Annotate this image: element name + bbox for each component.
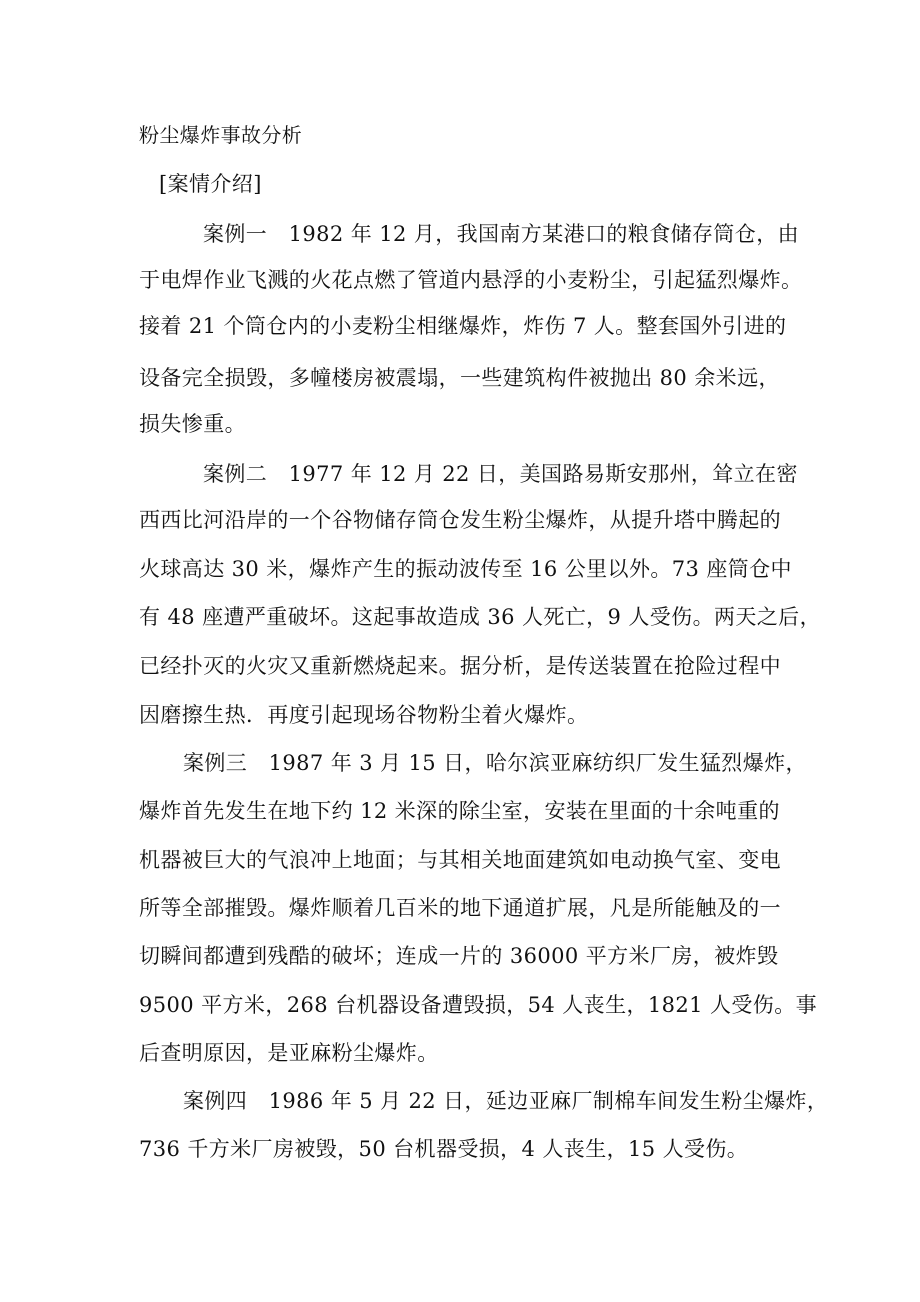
case-3-line-5: 切瞬间都遭到残酷的破坏；连成一片的 36000 平方米厂房，被炸毁 <box>139 944 779 968</box>
case-1-line-4: 设备完全损毁，多幢楼房被震塌，一些建筑构件被抛出 80 余米远， <box>139 366 780 390</box>
case-1-line-3: 接着 21 个筒仓内的小麦粉尘相继爆炸，炸伤 7 人。整套国外引进的 <box>139 314 787 338</box>
case-3-line-6: 9500 平方米，268 台机器设备遭毁损，54 人丧生，1821 人受伤。事 <box>139 993 817 1017</box>
case-1-line-5: 损失惨重。 <box>139 412 246 436</box>
case-3-line-3: 机器被巨大的气浪冲上地面；与其相关地面建筑如电动换气室、变电 <box>139 848 781 872</box>
case-2-line-3: 火球高达 30 米，爆炸产生的振动波传至 16 公里以外。73 座筒仓中 <box>139 557 792 581</box>
case-3-line-2: 爆炸首先发生在地下约 12 米深的除尘室，安装在里面的十余吨重的 <box>139 799 780 823</box>
case-3-line-1: 案例三 1987 年 3 月 15 日，哈尔滨亚麻纺织厂发生猛烈爆炸， <box>183 751 807 775</box>
document-title: 粉尘爆炸事故分析 <box>139 123 303 147</box>
case-2-line-2: 西西比河沿岸的一个谷物储存筒仓发生粉尘爆炸，从提升塔中腾起的 <box>139 508 781 532</box>
case-2-line-1: 案例二 1977 年 12 月 22 日，美国路易斯安那州，耸立在密 <box>203 462 798 486</box>
case-4-line-1: 案例四 1986 年 5 月 22 日，延边亚麻厂制棉车间发生粉尘爆炸， <box>183 1089 829 1113</box>
case-4-line-2: 736 千方米厂房被毁，50 台机器受损，4 人丧生，15 人受伤。 <box>139 1137 749 1161</box>
case-3-line-4: 所等全部摧毁。爆炸顺着几百米的地下通道扩展，凡是所能触及的一 <box>139 896 781 920</box>
case-2-line-4: 有 48 座遭严重破坏。这起事故造成 36 人死亡，9 人受伤。两天之后， <box>139 605 821 629</box>
case-3-line-7: 后查明原因，是亚麻粉尘爆炸。 <box>139 1041 439 1065</box>
case-1-line-1: 案例一 1982 年 12 月，我国南方某港口的粮食储存筒仓，由 <box>203 222 799 246</box>
case-2-line-5: 已经扑灭的火灾又重新燃烧起来。据分析，是传送装置在抢险过程中 <box>139 654 781 678</box>
section-heading: [案情介绍] <box>159 172 262 196</box>
case-1-line-2: 于电焊作业飞溅的火花点燃了管道内悬浮的小麦粉尘，引起猛烈爆炸。 <box>139 268 803 292</box>
case-2-line-6: 因磨擦生热．再度引起现场谷物粉尘着火爆炸。 <box>139 703 589 727</box>
